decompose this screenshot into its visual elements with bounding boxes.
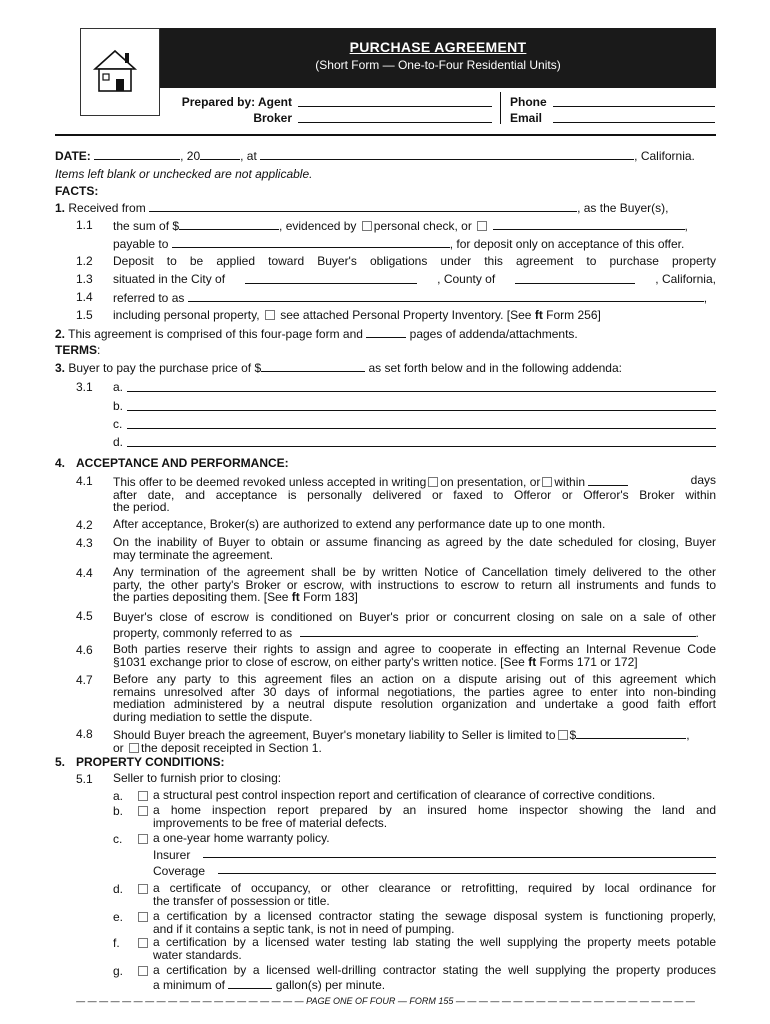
subsection-number: 1.5 (76, 308, 93, 322)
or-label: or (113, 740, 124, 755)
subsection-number: 5.1 (76, 772, 93, 786)
inventory-text: see attached Personal Property Inventory. [See (280, 308, 532, 322)
dollar-sign: $ (569, 728, 577, 742)
occupancy-line-2: the transfer of possession or title. (153, 893, 330, 908)
contingent-sale-line-1: Buyer's close of escrow is conditioned on Buyer's prior or concurrent closing on sale on a sale of other (113, 610, 716, 624)
section-2 (55, 326, 716, 340)
terms-line-c[interactable] (127, 417, 716, 429)
item-label: d. (113, 882, 124, 896)
prepared-by-label: Prepared by: Agent (181, 95, 292, 109)
days-label: days (690, 473, 716, 487)
subsection-number: 4.1 (76, 474, 93, 488)
subsection-number: 4.2 (76, 518, 93, 532)
personal-property-label: including personal property, (113, 308, 260, 322)
exchange-line-1: Both parties reserve their rights to assign and agree to cooperate in effecting an Internal Revenue Code (113, 642, 716, 656)
deposit-liability-label: the deposit receipted in Section 1. (141, 740, 322, 755)
gallons-label: gallon(s) per minute. (275, 977, 386, 992)
section-3-1c (55, 417, 716, 431)
date-field[interactable] (94, 148, 180, 160)
occupancy-line-1: a certificate of occupancy, or other clearance or retrofitting, required by local ordinance for (153, 881, 716, 895)
section-5-1: Seller to furnish prior to closing: (113, 771, 282, 785)
within-days-checkbox[interactable] (542, 477, 552, 487)
mediation-line-1: Before any party to this agreement files an action on a dispute arising out of this agreement which (113, 672, 716, 686)
payable-to-label: payable to (113, 237, 169, 251)
agent-field[interactable] (298, 95, 492, 107)
subsection-number: 4.6 (76, 643, 93, 657)
page-title: PURCHASE AGREEMENT (349, 39, 527, 55)
home-inspection-checkbox[interactable] (138, 806, 148, 816)
house-icon (81, 29, 161, 117)
other-property-field[interactable] (300, 625, 696, 637)
occupancy-certificate-checkbox[interactable] (138, 884, 148, 894)
revoked-text: This offer to be deemed revoked unless accepted in writing (113, 475, 427, 489)
section-4-8 (113, 727, 716, 754)
subsection-number: 1.1 (76, 218, 93, 232)
form-reference: Forms 171 or 172] (539, 654, 638, 669)
well-production-text (153, 964, 716, 991)
buyer-name-field[interactable] (149, 200, 577, 212)
subsection-number: 4.5 (76, 609, 93, 623)
sewage-line-2: and if it contains a septic tank, is not in need of pumping. (153, 921, 455, 936)
section-4-3 (113, 536, 716, 561)
section-number: 5. (55, 755, 66, 769)
comma: , (684, 219, 688, 233)
form-reference: Form 183] (303, 590, 358, 604)
coverage-field[interactable] (218, 862, 716, 874)
terms-label: TERMS (55, 343, 97, 357)
section-3-1a (55, 380, 716, 394)
financing-line-1: On the inability of Buyer to obtain or assume financing as agreed by the date scheduled for closing, Buyer (113, 535, 716, 549)
subsection-number: 4.7 (76, 673, 93, 687)
acceptance-delivery-text: after date, and acceptance is personally delivered or faxed to Offeror or Offeror's Broker within (113, 487, 716, 502)
terms-heading (55, 343, 716, 357)
acceptance-days-field[interactable] (588, 474, 628, 486)
section-number: 4. (55, 456, 66, 470)
phone-field[interactable] (553, 95, 715, 107)
sewage-line-1: a certification by a licensed contractor stating the sewage disposal system is functioning properly, (153, 909, 716, 923)
evidenced-label: , evidenced by (279, 219, 357, 233)
liability-limit-checkbox[interactable] (558, 730, 568, 740)
well-production-checkbox[interactable] (138, 966, 148, 976)
liability-text: Should Buyer breach the agreement, Buyer's monetary liability to Seller is limited to (113, 728, 556, 742)
section-3 (55, 360, 716, 374)
section-4-6 (113, 643, 716, 668)
other-deposit-checkbox[interactable] (477, 221, 487, 231)
section-4-1 (113, 474, 716, 514)
section-1 (55, 200, 716, 214)
section-title: ACCEPTANCE AND PERFORMANCE: (76, 456, 289, 470)
water-line-2: water standards. (153, 947, 242, 962)
insurer-label: Insurer (153, 848, 191, 862)
item-label: g. (113, 964, 124, 978)
subsection-number: 4.3 (76, 536, 93, 550)
item-label: a. (113, 789, 124, 803)
mediation-line-2: remains unresolved after 30 days of informal negotiations, the parties agree to enter into non-binding (113, 684, 716, 699)
termination-line-2: party, the other party's Broker or escrow, with instructions to escrow to return all instruments and funds to (113, 577, 716, 592)
section-1-3 (55, 272, 716, 286)
year-field[interactable] (200, 148, 240, 160)
within-label: within (554, 475, 586, 489)
section-1-1-payable (55, 236, 716, 250)
section-title: PROPERTY CONDITIONS: (76, 755, 225, 769)
comma: , (703, 291, 708, 305)
county-label: , County of (437, 272, 496, 286)
state-label: , California, (655, 272, 716, 286)
section-4-7 (113, 673, 716, 723)
section-3-1d (55, 435, 716, 449)
subsection-number: 3.1 (76, 380, 93, 394)
home-inspection-line-2: improvements to be free of material defects. (153, 815, 388, 830)
pest-inspection-text: a structural pest control inspection report and certification of clearance of corrective conditions. (153, 788, 656, 802)
subsection-number: 4.8 (76, 727, 93, 741)
on-presentation-checkbox[interactable] (428, 477, 438, 487)
water-testing-checkbox[interactable] (138, 938, 148, 948)
subsection-number: 1.2 (76, 254, 93, 268)
form-logo (80, 28, 160, 116)
phone-label: Phone (510, 95, 547, 109)
broker-field[interactable] (298, 111, 492, 123)
date-line (55, 148, 716, 162)
home-warranty-text: a one-year home warranty policy. (153, 831, 330, 845)
occupancy-certificate-text (153, 882, 716, 907)
termination-line-1: Any termination of the agreement shall be by written Notice of Cancellation timely delivered to the other (113, 565, 716, 579)
water-testing-text (153, 936, 716, 961)
prepared-by-block (160, 95, 716, 131)
location-field[interactable] (260, 148, 634, 160)
deposit-note: , for deposit only on acceptance of this offer. (449, 237, 685, 251)
line-label: c. (113, 417, 123, 431)
financing-line-2: may terminate the agreement. (113, 547, 274, 562)
city-field[interactable] (245, 272, 417, 284)
buyer-suffix: , as the Buyer(s), (577, 201, 669, 215)
broker-label: Broker (253, 111, 292, 125)
property-heading (55, 755, 716, 769)
personal-property-checkbox[interactable] (265, 310, 275, 320)
subsection-number: 1.4 (76, 290, 93, 304)
purchase-price-label: Buyer to pay the purchase price of $ (68, 361, 262, 375)
section-number: 3. (55, 361, 66, 375)
contingent-sale-line-2: property, commonly referred to as (113, 626, 293, 640)
line-label: d. (113, 435, 124, 449)
termination-line-3: the parties depositing them. [See (113, 590, 289, 604)
date-state: , California. (634, 149, 695, 163)
comma: , (686, 728, 690, 742)
section-number: 2. (55, 327, 66, 341)
personal-check-checkbox[interactable] (362, 221, 372, 231)
section-4-5 (113, 609, 716, 641)
sewage-certification-text (153, 910, 716, 935)
date-year-prefix: , 20 (180, 149, 201, 163)
home-warranty-checkbox[interactable] (138, 834, 148, 844)
county-field[interactable] (515, 272, 635, 284)
purchase-price-field[interactable] (261, 360, 365, 372)
form-reference: Form 256] (546, 308, 601, 322)
page-footer: — — — — — — — — — — — — — — — — — — — — PAGE ONE OF FOUR — FORM 155 — — — — — — — — — — — — — — — — — — — — — (76, 996, 695, 1006)
item-label: c. (113, 832, 123, 846)
item-label: f. (113, 936, 120, 950)
ft-mark: ft (528, 654, 537, 669)
insurer-field[interactable] (203, 846, 716, 858)
other-deposit-field[interactable] (493, 218, 685, 230)
section-1-5 (55, 308, 716, 322)
acceptance-period-text: the period. (113, 500, 170, 514)
mediation-line-4: during mediation to settle the dispute. (113, 709, 313, 724)
home-inspection-line-1: a home inspection report prepared by an insured home inspector showing the land and (153, 803, 716, 817)
item-label: b. (113, 804, 124, 818)
coverage-label: Coverage (153, 864, 206, 878)
section-4-2: After acceptance, Broker(s) are authorized to extend any performance date up to one month. (113, 517, 606, 531)
subsection-number: 4.4 (76, 566, 93, 580)
period: . (695, 626, 699, 640)
line-label: b. (113, 399, 124, 413)
acceptance-heading (55, 456, 716, 470)
email-label: Email (510, 111, 543, 125)
email-field[interactable] (553, 111, 715, 123)
received-from-label: Received from (68, 201, 146, 215)
on-presentation-label: on presentation, or (440, 475, 541, 489)
blank-note: Items left blank or unchecked are not applicable. (55, 167, 313, 181)
home-inspection-text (153, 804, 716, 829)
section-1-1 (55, 218, 716, 232)
item-label: e. (113, 910, 124, 924)
sum-label: the sum of $ (113, 219, 180, 233)
comprised-text: This agreement is comprised of this four-page form and (68, 327, 363, 341)
line-label: a. (113, 380, 124, 394)
referred-as-label: referred to as (113, 291, 185, 305)
terms-colon: : (97, 343, 101, 357)
section-4-4 (113, 566, 716, 604)
addenda-pages-field[interactable] (366, 326, 406, 338)
facts-heading: FACTS: (55, 184, 99, 198)
liability-amount-field[interactable] (576, 727, 686, 739)
deposit-liability-checkbox[interactable] (129, 743, 139, 753)
date-label: DATE: (55, 149, 91, 163)
exchange-line-2: §1031 exchange prior to close of escrow, on either party's written notice. [See (113, 654, 525, 669)
terms-line-b[interactable] (127, 399, 716, 411)
sum-field[interactable] (179, 218, 279, 230)
city-label: situated in the City of (113, 272, 226, 286)
subsection-number: 1.3 (76, 272, 93, 286)
page-subtitle: (Short Form — One-to-Four Residential Units) (315, 58, 561, 72)
date-at-label: , at (240, 149, 257, 163)
addenda-text: pages of addenda/attachments. (409, 327, 578, 341)
section-3-1b (55, 399, 716, 413)
gallons-field[interactable] (228, 977, 272, 989)
header-rule (55, 134, 716, 136)
terms-line-d[interactable] (127, 435, 716, 447)
pest-inspection-checkbox[interactable] (138, 791, 148, 801)
section-1-4 (55, 290, 716, 304)
sewage-certification-checkbox[interactable] (138, 912, 148, 922)
ft-mark: ft (291, 590, 300, 604)
personal-check-label: personal check, or (373, 219, 472, 233)
section-1-2 (55, 254, 716, 268)
terms-line-a[interactable] (127, 380, 716, 392)
payable-to-field[interactable] (172, 236, 450, 248)
mediation-line-3: mediation administered by a neutral dispute resolution organization and undertake a good faith effort (113, 697, 716, 711)
deposit-applied-text: Deposit to be applied toward Buyer's obligations under this agreement to purchase property (113, 254, 716, 268)
divider (500, 92, 501, 124)
minimum-label: a minimum of (153, 977, 226, 992)
addenda-note: as set forth below and in the following addenda: (368, 361, 622, 375)
property-description-field[interactable] (188, 290, 704, 302)
water-line-1: a certification by a licensed water testing lab stating the well supplying the property meets potable (153, 935, 716, 949)
ft-mark: ft (534, 308, 543, 322)
well-line-1: a certification by a licensed well-drilling contractor stating the well supplying the property produces (153, 963, 716, 977)
title-banner (160, 28, 716, 88)
section-number: 1. (55, 201, 66, 215)
